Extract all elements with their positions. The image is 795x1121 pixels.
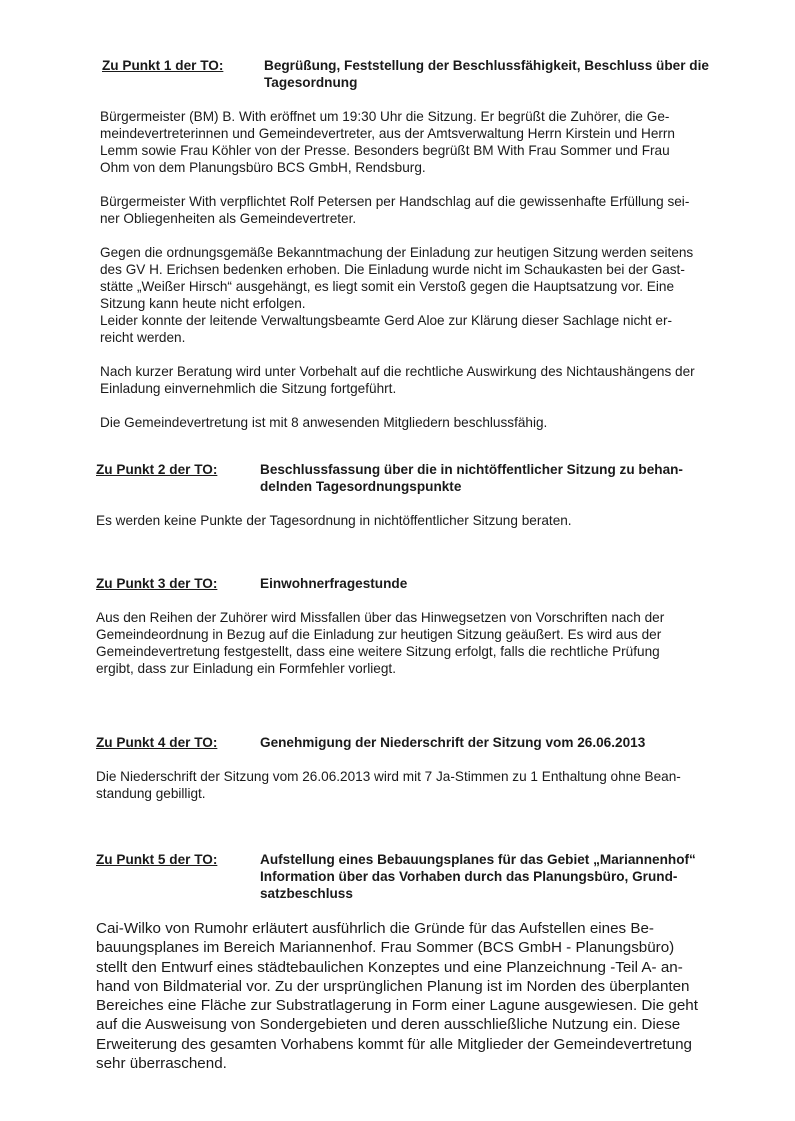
agenda-item-title: Einwohnerfragestunde [260, 576, 408, 591]
agenda-item-1 [100, 57, 748, 431]
agenda-item-heading [96, 575, 748, 592]
agenda-item-5 [96, 851, 748, 1073]
agenda-item-number: Zu Punkt 1 der TO: [102, 58, 224, 73]
agenda-item-heading [96, 734, 748, 751]
paragraph: Die Gemeindevertretung ist mit 8 anwesenden Mitgliedern beschlussfähig. [100, 415, 548, 430]
paragraph: Bürgermeister (BM) B. With eröffnet um 19:30 Uhr die Sitzung. Er begrüßt die Zuhörer, die Ge- meindevertreterinnen und Gemeindevertreter, aus der Amtsverwaltung Herrn Kirstein und Herrn Lemm sowie Frau Köhler von der Presse. Besonders begrüßt BM With Frau Sommer und Frau Ohm von dem Planungsbüro BCS GmbH, Rendsburg. [100, 109, 675, 175]
agenda-item-title: Aufstellung eines Bebauungsplanes für das Gebiet „Mariannenhof“ Information über das Vorhaben durch das Planungsbüro, Grund- satzbeschluss [260, 852, 696, 901]
agenda-item-title: Genehmigung der Niederschrift der Sitzung vom 26.06.2013 [260, 735, 646, 750]
agenda-item-title: Begrüßung, Feststellung der Beschlussfähigkeit, Beschluss über die Tagesordnung [264, 58, 709, 90]
agenda-item-title: Beschlussfassung über die in nichtöffentlicher Sitzung zu behan- delnden Tagesordnungspunkte [260, 462, 683, 494]
agenda-item-heading [100, 57, 748, 91]
agenda-item-number: Zu Punkt 5 der TO: [96, 852, 218, 867]
agenda-item-4 [96, 734, 748, 802]
agenda-item-heading [96, 461, 748, 495]
paragraph: Es werden keine Punkte der Tagesordnung in nichtöffentlicher Sitzung beraten. [96, 513, 572, 528]
agenda-item-2 [96, 461, 748, 529]
paragraph: Aus den Reihen der Zuhörer wird Missfallen über das Hinwegsetzen von Vorschriften nach der Gemeindeordnung in Bezug auf die Einladung zur heutigen Sitzung geäußert. Es wird aus der Gemeindevertretung festgestellt, dass eine weitere Sitzung erfolgt, falls die rechtliche Prüfung ergibt, dass zur Einladung ein Formfehler vorliegt. [96, 610, 665, 676]
paragraph: Die Niederschrift der Sitzung vom 26.06.2013 wird mit 7 Ja-Stimmen zu 1 Enthaltung ohne Bean- standung gebilligt. [96, 769, 681, 801]
paragraph: Bürgermeister With verpflichtet Rolf Petersen per Handschlag auf die gewissenhafte Erfüllung sei- ner Obliegenheiten als Gemeindevertreter. [100, 194, 690, 226]
agenda-item-number: Zu Punkt 3 der TO: [96, 576, 218, 591]
agenda-item-number: Zu Punkt 2 der TO: [96, 462, 218, 477]
paragraph: Gegen die ordnungsgemäße Bekanntmachung der Einladung zur heutigen Sitzung werden seitens des GV H. Erichsen bedenken erhoben. Die Einladung wurde nicht im Schaukasten bei der Gast- stätte „Weißer Hirsch“ ausgehängt, es liegt somit ein Verstoß gegen die Hauptsatzung vor. Eine Sitzung kann heute nicht erfolgen. Leider konnte der leitende Verwaltungsbeamte Gerd Aloe zur Klärung dieser Sachlage nicht er- reicht werden. [100, 245, 694, 345]
agenda-item-heading [96, 851, 748, 902]
paragraph: Cai-Wilko von Rumohr erläutert ausführlich die Gründe für das Aufstellen eines Be- bauungsplanes im Bereich Mariannenhof. Frau Sommer (BCS GmbH - Planungsbüro) stellt den Entwurf eines städtebaulichen Konzeptes und eine Planzeichnung -Teil A- an- hand von Bildmaterial vor. Zu der ursprünglichen Planung ist im Norden des überplanten Bereiches eine Fläche zur Substratlagerung in Form einer Lagune ausgewiesen. Die geht auf die Ausweisung von Sondergebieten und deren ausschließliche Nutzung ein. Diese Erweiterung des gesamten Vorhabens kommt für alle Mitglieder der Gemeindevertretung sehr überraschend. [96, 920, 698, 1073]
agenda-item-number: Zu Punkt 4 der TO: [96, 735, 218, 750]
agenda-item-3 [96, 575, 748, 677]
paragraph: Nach kurzer Beratung wird unter Vorbehalt auf die rechtliche Auswirkung des Nichtaushängens der Einladung einvernehmlich die Sitzung fortgeführt. [100, 364, 695, 396]
